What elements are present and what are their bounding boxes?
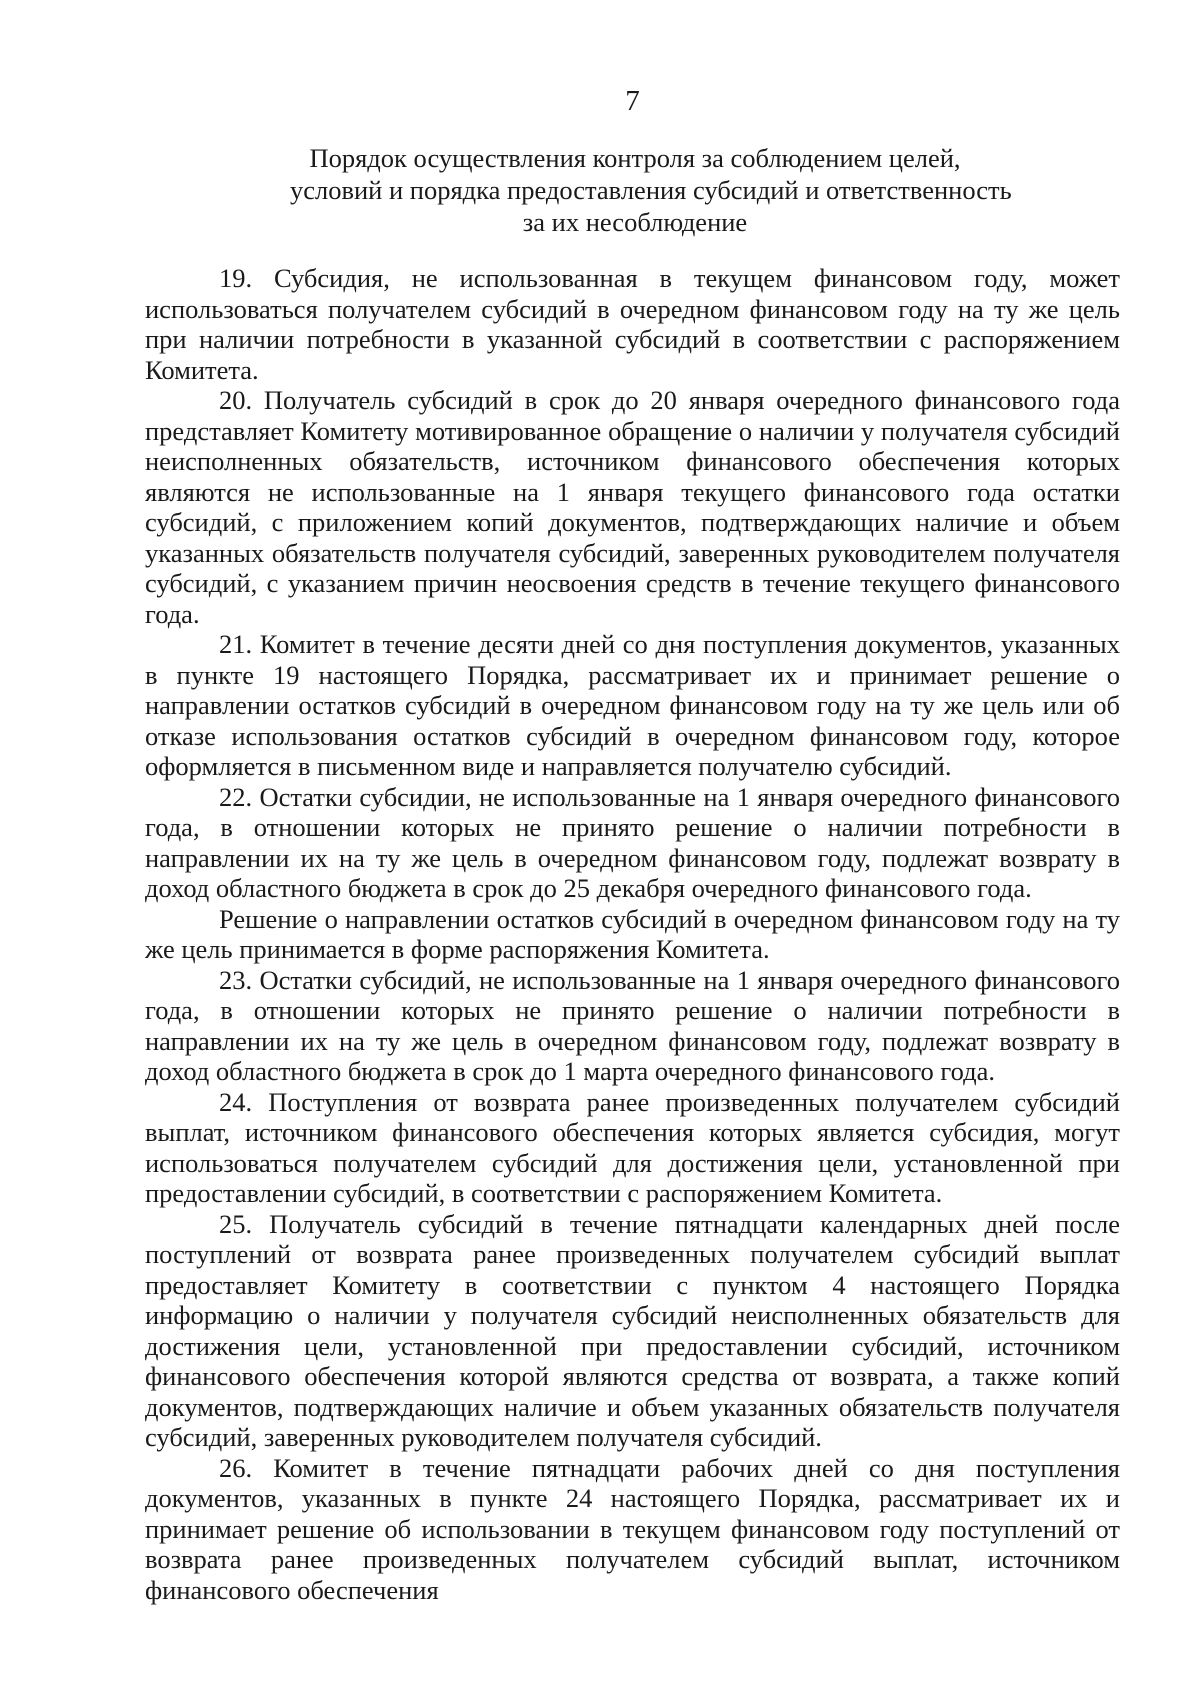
paragraph-22-continuation: Решение о направлении остатков субсидий в очередном финансовом году на ту же цель принимается в форме распоряжения Комитета. xyxy=(145,903,1120,964)
paragraph-26: 26. Комитет в течение пятнадцати рабочих дней со дня поступления документов, указанных в пункте 24 настоящего Порядка, рассматривает их и принимает решение об использовании в текущем финансовом году поступлений от возврата ранее произведенных получателем субсидий выплат, источником финансового обеспечения xyxy=(145,1452,1120,1605)
page-number: 7 xyxy=(625,85,640,117)
paragraph-25: 25. Получатель субсидий в течение пятнадцати календарных дней после поступлений от возврата ранее произведенных получателем субсидий выплат предоставляет Комитету в соответствии с пунктом 4 настоящего Порядка информацию о наличии у получателя субсидий неисполненных обязательств для достижения цели, установленной при предоставлении субсидий, источником финансового обеспечения которой являются средства от возврата, а также копий документов, подтверждающих наличие и объем указанных обязательств получателя субсидий, заверенных руководителем получателя субсидий. xyxy=(145,1208,1120,1452)
section-title-line: за их несоблюдение xyxy=(522,207,748,237)
section-title-line: Порядок осуществления контроля за соблюдением целей, xyxy=(309,143,961,173)
paragraph-24: 24. Поступления от возврата ранее произведенных получателем субсидий выплат, источником финансового обеспечения которых является субсидия, могут использоваться получателем субсидий для достижения цели, установленной при предоставлении субсидий, в соответствии с распоряжением Комитета. xyxy=(145,1086,1120,1208)
paragraph-20: 20. Получатель субсидий в срок до 20 января очередного финансового года представляет Комитету мотивированное обращение о наличии у получателя субсидий неисполненных обязательств, источником финансового обеспечения которых являются не использованные на 1 января текущего финансового года остатки субсидий, с приложением копий документов, подтверждающих наличие и объем указанных обязательств получателя субсидий, заверенных руководителем получателя субсидий, с указанием причин неосвоения средств в течение текущего финансового года. xyxy=(145,385,1120,629)
paragraph-22: 22. Остатки субсидии, не использованные на 1 января очередного финансового года, в отношении которых не принято решение о наличии потребности в направлении их на ту же цель в очередном финансовом году, подлежат возврату в доход областного бюджета в срок до 25 декабря очередного финансового года. xyxy=(145,781,1120,903)
document-body xyxy=(145,263,1120,1605)
paragraph-19: 19. Субсидия, не использованная в текущем финансовом году, может использоваться получателем субсидий в очередном финансовом году на ту же цель при наличии потребности в указанной субсидий в соответствии с распоряжением Комитета. xyxy=(145,263,1120,385)
paragraph-23: 23. Остатки субсидий, не использованные на 1 января очередного финансового года, в отношении которых не принято решение о наличии потребности в направлении их на ту же цель в очередном финансовом году, подлежат возврату в доход областного бюджета в срок до 1 марта очередного финансового года. xyxy=(145,964,1120,1086)
section-title-line: условий и порядка предоставления субсидий и ответственность xyxy=(290,175,1012,205)
section-title xyxy=(290,142,1012,238)
paragraph-21: 21. Комитет в течение десяти дней со дня поступления документов, указанных в пункте 19 настоящего Порядка, рассматривает их и принимает решение о направлении остатков субсидий в очередном финансовом году на ту же цель или об отказе использования остатков субсидий в очередном финансовом году, которое оформляется в письменном виде и направляется получателю субсидий. xyxy=(145,629,1120,781)
